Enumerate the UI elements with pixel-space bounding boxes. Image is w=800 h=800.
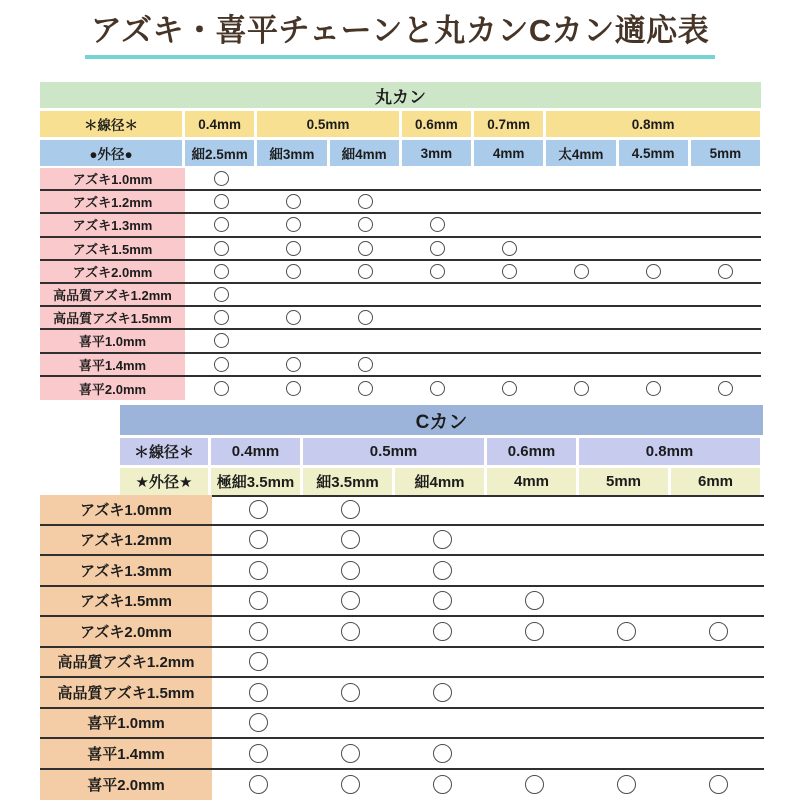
compat-cell xyxy=(617,284,689,305)
compat-cell xyxy=(212,678,304,707)
compat-cell xyxy=(473,238,545,259)
circle-mark-icon xyxy=(358,241,373,256)
circle-mark-icon xyxy=(286,357,301,372)
outer-size-cell: 5mm xyxy=(579,468,668,495)
compat-cell xyxy=(257,330,329,351)
compat-cell xyxy=(401,238,473,259)
row-label: 高品質アズキ1.2mm xyxy=(40,284,185,305)
row-label: アズキ1.0mm xyxy=(40,495,212,524)
compat-cell xyxy=(185,307,257,328)
outer-size-cell: 5mm xyxy=(691,140,760,166)
compat-cell xyxy=(689,307,761,328)
table-top-border xyxy=(212,495,764,497)
wire-size-cell: 0.7mm xyxy=(474,111,543,137)
circle-mark-icon xyxy=(214,310,229,325)
compat-cell xyxy=(396,556,488,585)
compat-cell xyxy=(545,284,617,305)
circle-mark-icon xyxy=(249,775,268,794)
wire-size-cell: 0.8mm xyxy=(546,111,760,137)
table-row xyxy=(40,377,761,400)
compat-cell xyxy=(545,307,617,328)
table-row xyxy=(40,261,761,284)
compat-cell xyxy=(617,238,689,259)
circle-mark-icon xyxy=(358,217,373,232)
table-row xyxy=(40,191,761,214)
compat-cell xyxy=(580,617,672,646)
table-row xyxy=(40,354,761,377)
circle-mark-icon xyxy=(341,775,360,794)
maru-kan-body xyxy=(40,168,761,400)
circle-mark-icon xyxy=(249,622,268,641)
compat-cell xyxy=(689,377,761,400)
compat-cell xyxy=(396,587,488,616)
c-kan-outer-diameter-row xyxy=(120,468,763,495)
circle-mark-icon xyxy=(249,683,268,702)
compat-cell xyxy=(617,214,689,235)
compat-cell xyxy=(617,307,689,328)
compat-cell xyxy=(580,678,672,707)
table-row xyxy=(40,617,764,648)
circle-mark-icon xyxy=(646,264,661,279)
circle-mark-icon xyxy=(709,775,728,794)
table-row xyxy=(40,556,764,587)
compat-cell xyxy=(473,330,545,351)
table-row xyxy=(40,587,764,618)
compat-cell xyxy=(689,191,761,212)
compat-cell xyxy=(185,354,257,375)
circle-mark-icon xyxy=(358,264,373,279)
circle-mark-icon xyxy=(286,194,301,209)
compat-cell xyxy=(689,354,761,375)
row-label: アズキ2.0mm xyxy=(40,261,185,282)
circle-mark-icon xyxy=(214,171,229,186)
compat-cell xyxy=(185,330,257,351)
outer-size-cell: 細4mm xyxy=(330,140,399,166)
circle-mark-icon xyxy=(286,241,301,256)
c-kan-wire-diameter-row xyxy=(120,438,763,465)
table-row xyxy=(40,648,764,679)
compat-cell xyxy=(304,587,396,616)
table-row xyxy=(40,770,764,800)
compat-cell xyxy=(304,495,396,524)
compat-cell xyxy=(488,526,580,555)
outer-row-label: ★外径★ xyxy=(120,468,208,495)
page-title: アズキ・喜平チェーンと丸カンCカン適応表 xyxy=(85,13,716,59)
compat-cell xyxy=(212,739,304,768)
compat-cell xyxy=(304,678,396,707)
circle-mark-icon xyxy=(358,357,373,372)
compat-cell xyxy=(617,354,689,375)
row-label: 喜平1.0mm xyxy=(40,330,185,351)
compat-cell xyxy=(304,770,396,800)
compat-cell xyxy=(689,168,761,189)
circle-mark-icon xyxy=(430,217,445,232)
wire-size-cell: 0.8mm xyxy=(579,438,760,465)
compat-cell xyxy=(212,587,304,616)
circle-mark-icon xyxy=(286,264,301,279)
compat-cell xyxy=(672,556,764,585)
circle-mark-icon xyxy=(525,591,544,610)
compat-cell xyxy=(473,377,545,400)
compat-cell xyxy=(488,495,580,524)
circle-mark-icon xyxy=(341,622,360,641)
circle-mark-icon xyxy=(502,241,517,256)
compat-cell xyxy=(329,238,401,259)
compat-cell xyxy=(304,617,396,646)
row-label: 喜平2.0mm xyxy=(40,377,185,400)
compat-cell xyxy=(212,770,304,800)
wire-row-label: ＊線径＊ xyxy=(120,438,208,465)
table-c-kan-header-block xyxy=(120,405,763,498)
row-label: アズキ1.5mm xyxy=(40,238,185,259)
table-maru-kan xyxy=(40,82,761,400)
circle-mark-icon xyxy=(433,530,452,549)
circle-mark-icon xyxy=(341,530,360,549)
compat-cell xyxy=(185,261,257,282)
row-label: 高品質アズキ1.5mm xyxy=(40,307,185,328)
compat-cell xyxy=(401,261,473,282)
compat-cell xyxy=(257,354,329,375)
circle-mark-icon xyxy=(341,683,360,702)
wire-size-cell: 0.5mm xyxy=(303,438,484,465)
compat-cell xyxy=(329,261,401,282)
compat-cell xyxy=(401,330,473,351)
compat-cell xyxy=(617,261,689,282)
circle-mark-icon xyxy=(358,194,373,209)
circle-mark-icon xyxy=(358,381,373,396)
compat-cell xyxy=(329,330,401,351)
compat-cell xyxy=(185,284,257,305)
table-row xyxy=(40,526,764,557)
compat-cell xyxy=(617,330,689,351)
compat-cell xyxy=(689,284,761,305)
outer-size-cell: 4.5mm xyxy=(619,140,688,166)
compat-cell xyxy=(257,168,329,189)
circle-mark-icon xyxy=(286,381,301,396)
wire-size-cell: 0.4mm xyxy=(211,438,300,465)
table-row xyxy=(40,238,761,261)
compat-cell xyxy=(672,648,764,677)
compat-cell xyxy=(689,261,761,282)
compat-cell xyxy=(473,307,545,328)
compat-cell xyxy=(473,168,545,189)
compat-cell xyxy=(488,739,580,768)
compat-cell xyxy=(473,261,545,282)
outer-size-cell: 4mm xyxy=(487,468,576,495)
compat-cell xyxy=(396,648,488,677)
table-row xyxy=(40,168,761,191)
compat-cell xyxy=(212,617,304,646)
row-label: 喜平1.4mm xyxy=(40,739,212,768)
compat-cell xyxy=(401,168,473,189)
compat-cell xyxy=(488,678,580,707)
compat-cell xyxy=(396,495,488,524)
maru-kan-outer-diameter-row xyxy=(40,140,761,166)
compat-cell xyxy=(396,678,488,707)
compat-cell xyxy=(545,191,617,212)
circle-mark-icon xyxy=(709,622,728,641)
circle-mark-icon xyxy=(341,744,360,763)
circle-mark-icon xyxy=(525,775,544,794)
compat-cell xyxy=(401,214,473,235)
circle-mark-icon xyxy=(249,591,268,610)
circle-mark-icon xyxy=(249,500,268,519)
compat-cell xyxy=(488,770,580,800)
compat-cell xyxy=(212,556,304,585)
circle-mark-icon xyxy=(718,381,733,396)
circle-mark-icon xyxy=(214,264,229,279)
compat-cell xyxy=(329,168,401,189)
row-label: 高品質アズキ1.2mm xyxy=(40,648,212,677)
outer-size-cell: 4mm xyxy=(474,140,543,166)
compat-cell xyxy=(672,495,764,524)
outer-size-cell: 太4mm xyxy=(546,140,615,166)
compat-cell xyxy=(580,770,672,800)
compat-cell xyxy=(304,739,396,768)
compat-cell xyxy=(257,284,329,305)
compat-cell xyxy=(689,330,761,351)
compat-cell xyxy=(545,238,617,259)
circle-mark-icon xyxy=(502,264,517,279)
row-label: 喜平1.0mm xyxy=(40,709,212,738)
circle-mark-icon xyxy=(430,381,445,396)
compat-cell xyxy=(257,377,329,400)
compat-cell xyxy=(689,238,761,259)
compat-cell xyxy=(545,354,617,375)
circle-mark-icon xyxy=(502,381,517,396)
row-label: 喜平2.0mm xyxy=(40,770,212,800)
circle-mark-icon xyxy=(249,744,268,763)
table-row xyxy=(40,678,764,709)
circle-mark-icon xyxy=(214,357,229,372)
row-label: アズキ1.2mm xyxy=(40,526,212,555)
compat-cell xyxy=(545,261,617,282)
compat-cell xyxy=(257,238,329,259)
outer-size-cell: 極細3.5mm xyxy=(211,468,300,495)
compat-cell xyxy=(257,307,329,328)
compat-cell xyxy=(401,191,473,212)
compat-cell xyxy=(304,648,396,677)
compat-cell xyxy=(304,526,396,555)
table-row xyxy=(40,214,761,237)
compat-cell xyxy=(329,377,401,400)
compat-cell xyxy=(329,191,401,212)
wire-size-cell: 0.4mm xyxy=(185,111,254,137)
outer-size-cell: 細3mm xyxy=(257,140,326,166)
row-label: 喜平1.4mm xyxy=(40,354,185,375)
compat-cell xyxy=(488,709,580,738)
compat-cell xyxy=(545,330,617,351)
compat-cell xyxy=(672,739,764,768)
compat-cell xyxy=(672,678,764,707)
compat-cell xyxy=(580,587,672,616)
compat-cell xyxy=(401,377,473,400)
compat-cell xyxy=(329,307,401,328)
circle-mark-icon xyxy=(433,622,452,641)
circle-mark-icon xyxy=(617,775,636,794)
circle-mark-icon xyxy=(617,622,636,641)
maru-kan-header: 丸カン xyxy=(40,82,761,108)
compat-cell xyxy=(617,168,689,189)
compat-cell xyxy=(257,214,329,235)
compat-cell xyxy=(672,770,764,800)
compat-cell xyxy=(396,739,488,768)
maru-kan-wire-diameter-row xyxy=(40,111,761,137)
wire-row-label: ＊線径＊ xyxy=(40,111,182,137)
title-bar xyxy=(0,13,800,59)
circle-mark-icon xyxy=(433,775,452,794)
table-c-kan-body xyxy=(40,495,764,800)
circle-mark-icon xyxy=(341,500,360,519)
circle-mark-icon xyxy=(341,561,360,580)
compat-cell xyxy=(580,495,672,524)
circle-mark-icon xyxy=(214,241,229,256)
compat-cell xyxy=(396,709,488,738)
table-row xyxy=(40,495,764,526)
outer-size-cell: 6mm xyxy=(671,468,760,495)
circle-mark-icon xyxy=(341,591,360,610)
compat-cell xyxy=(396,770,488,800)
circle-mark-icon xyxy=(574,264,589,279)
compat-cell xyxy=(257,261,329,282)
compat-cell xyxy=(304,556,396,585)
circle-mark-icon xyxy=(525,622,544,641)
row-label: アズキ2.0mm xyxy=(40,617,212,646)
compat-cell xyxy=(212,495,304,524)
row-label: アズキ1.2mm xyxy=(40,191,185,212)
row-label: アズキ1.5mm xyxy=(40,587,212,616)
compat-cell xyxy=(672,587,764,616)
circle-mark-icon xyxy=(214,287,229,302)
circle-mark-icon xyxy=(286,217,301,232)
wire-size-cell: 0.5mm xyxy=(257,111,399,137)
compat-cell xyxy=(473,354,545,375)
circle-mark-icon xyxy=(249,530,268,549)
compat-cell xyxy=(396,617,488,646)
circle-mark-icon xyxy=(646,381,661,396)
compat-cell xyxy=(488,617,580,646)
compat-cell xyxy=(329,214,401,235)
row-label: 高品質アズキ1.5mm xyxy=(40,678,212,707)
compat-cell xyxy=(185,214,257,235)
row-label: アズキ1.3mm xyxy=(40,214,185,235)
circle-mark-icon xyxy=(433,744,452,763)
compat-cell xyxy=(304,709,396,738)
circle-mark-icon xyxy=(249,652,268,671)
compat-cell xyxy=(545,377,617,400)
compat-cell xyxy=(580,556,672,585)
circle-mark-icon xyxy=(433,683,452,702)
compat-cell xyxy=(545,168,617,189)
compat-cell xyxy=(580,526,672,555)
compat-cell xyxy=(329,354,401,375)
table-row xyxy=(40,330,761,353)
compat-cell xyxy=(580,709,672,738)
outer-row-label: ●外径● xyxy=(40,140,182,166)
compat-cell xyxy=(185,377,257,400)
row-label: アズキ1.3mm xyxy=(40,556,212,585)
compat-cell xyxy=(545,214,617,235)
compat-cell xyxy=(672,617,764,646)
compat-cell xyxy=(488,556,580,585)
outer-size-cell: 細3.5mm xyxy=(303,468,392,495)
compat-cell xyxy=(396,526,488,555)
circle-mark-icon xyxy=(430,264,445,279)
compat-cell xyxy=(329,284,401,305)
compat-cell xyxy=(212,648,304,677)
compat-cell xyxy=(185,168,257,189)
circle-mark-icon xyxy=(214,217,229,232)
compat-cell xyxy=(401,307,473,328)
circle-mark-icon xyxy=(249,713,268,732)
compat-cell xyxy=(488,648,580,677)
compat-cell xyxy=(617,191,689,212)
compat-cell xyxy=(185,191,257,212)
c-kan-header: Cカン xyxy=(120,405,763,435)
compat-cell xyxy=(185,238,257,259)
table-row xyxy=(40,307,761,330)
circle-mark-icon xyxy=(214,333,229,348)
compat-cell xyxy=(580,648,672,677)
circle-mark-icon xyxy=(249,561,268,580)
compat-cell xyxy=(473,214,545,235)
circle-mark-icon xyxy=(433,561,452,580)
table-row xyxy=(40,739,764,770)
wire-size-cell: 0.6mm xyxy=(402,111,471,137)
compat-cell xyxy=(401,354,473,375)
compat-cell xyxy=(672,526,764,555)
compat-cell xyxy=(689,214,761,235)
circle-mark-icon xyxy=(718,264,733,279)
compat-cell xyxy=(672,709,764,738)
circle-mark-icon xyxy=(433,591,452,610)
compat-cell xyxy=(473,284,545,305)
table-row xyxy=(40,284,761,307)
circle-mark-icon xyxy=(574,381,589,396)
compat-cell xyxy=(212,709,304,738)
compat-cell xyxy=(473,191,545,212)
circle-mark-icon xyxy=(214,194,229,209)
compat-cell xyxy=(212,526,304,555)
compat-cell xyxy=(580,739,672,768)
circle-mark-icon xyxy=(214,381,229,396)
compat-cell xyxy=(488,587,580,616)
circle-mark-icon xyxy=(430,241,445,256)
compat-cell xyxy=(401,284,473,305)
outer-size-cell: 3mm xyxy=(402,140,471,166)
row-label: アズキ1.0mm xyxy=(40,168,185,189)
outer-size-cell: 細4mm xyxy=(395,468,484,495)
circle-mark-icon xyxy=(286,310,301,325)
compat-cell xyxy=(617,377,689,400)
wire-size-cell: 0.6mm xyxy=(487,438,576,465)
outer-size-cell: 細2.5mm xyxy=(185,140,254,166)
table-row xyxy=(40,709,764,740)
circle-mark-icon xyxy=(358,310,373,325)
compat-cell xyxy=(257,191,329,212)
